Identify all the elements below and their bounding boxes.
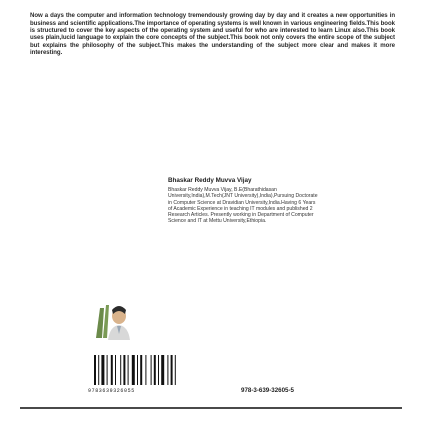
barcode-bar [161, 355, 164, 385]
barcode-bar [175, 355, 176, 385]
barcode-bar [120, 355, 121, 385]
barcode-bar [128, 355, 129, 385]
barcode-bar [151, 355, 152, 385]
barcode-bar [107, 355, 108, 385]
barcode-bar [94, 355, 96, 385]
barcode-bar [101, 355, 104, 385]
barcode-bar [111, 355, 113, 385]
barcode-bar [140, 355, 142, 385]
barcode-bar [115, 355, 116, 385]
barcode-bar [154, 355, 156, 385]
barcode-digits: 9783639326055 [88, 388, 135, 394]
barcode-bar [145, 355, 146, 385]
author-photo [90, 300, 132, 340]
barcode-bar [123, 355, 125, 385]
book-description: Now a days the computer and information technology tremendously growing day by day and it creates a new opportunities in business and scientific applications.The importance of operating systems is well known in various engineering fields.This book is structured to cover the key aspects of the operating system and useful for who are interested to learn Linux also.This book uses plain,lucid language to explain the core concepts of the subject.This book not only covers the entire scope of the subject but explains the philosophy of the subject.This makes the understanding of the subject more clear and makes it more interesting. [30, 12, 395, 57]
author-bio: Bhaskar Reddy Muvva Vijay, B.E(Bharathidasan University,India),M.Tech(JNT University),India),Pursuing Doctorate in Computer Science at Dravidian University,India.Having 6 Years of Academic Experience in teaching IT modules and published 2 Research Articles. Presently working in Department of Computer Science and IT at Mettu University,Ethiopia. [168, 187, 318, 225]
barcode-bar [98, 355, 99, 385]
barcode-bar [171, 355, 173, 385]
bottom-rule [20, 407, 402, 409]
barcode-bar [158, 355, 159, 385]
barcode-bar [132, 355, 135, 385]
isbn-number: 978-3-639-32605-5 [241, 387, 294, 394]
barcode-bar [137, 355, 138, 385]
barcode-bar [167, 355, 168, 385]
author-name: Bhaskar Reddy Muvva Vijay [168, 177, 252, 184]
